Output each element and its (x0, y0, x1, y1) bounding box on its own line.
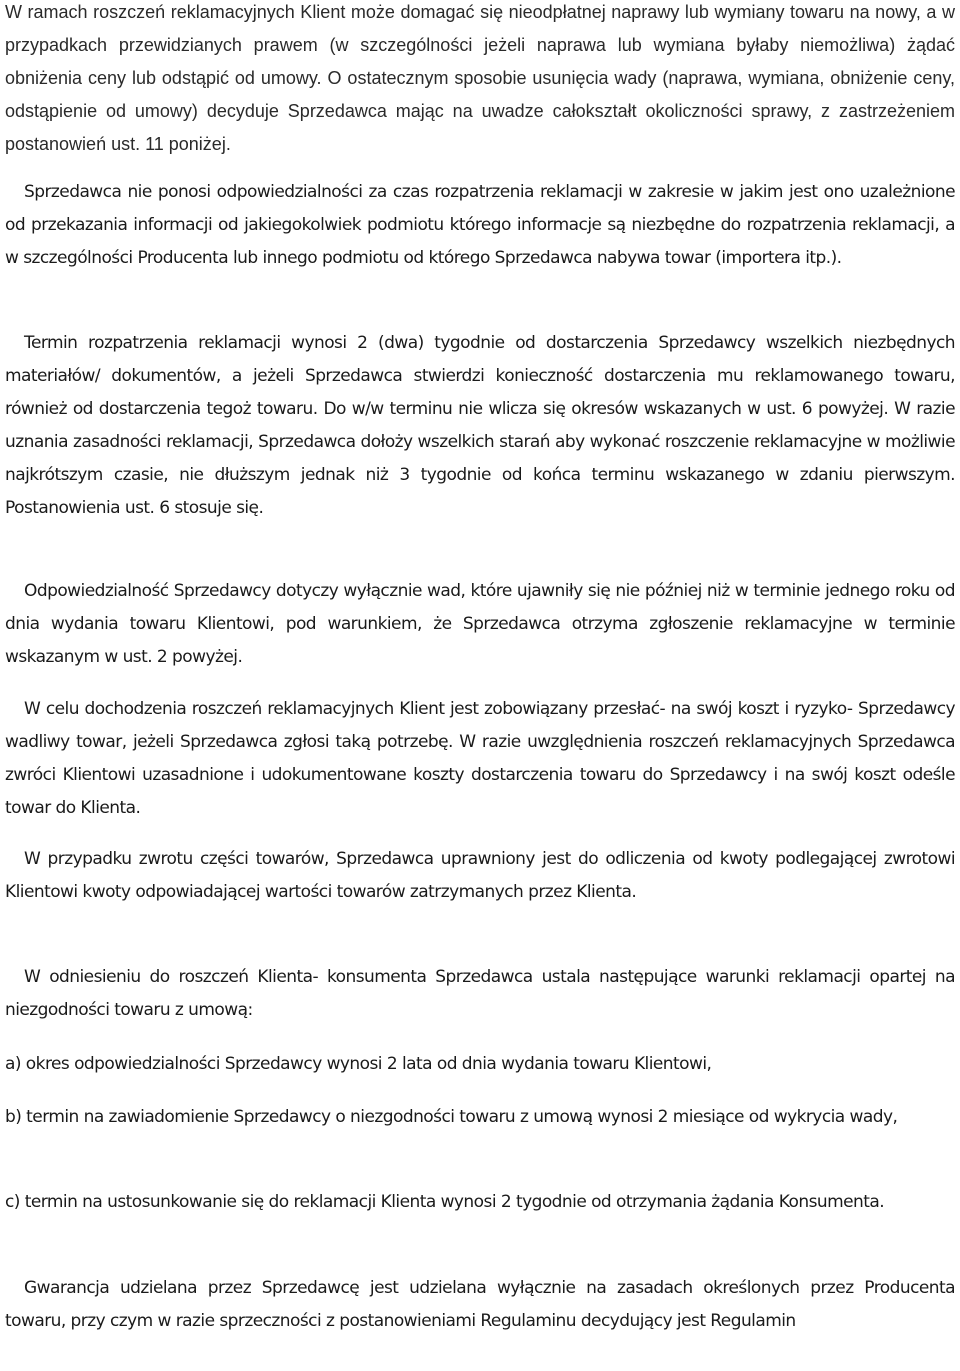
list-item-a-text: a) okres odpowiedzialności Sprzedawcy wynosi 2 lata od dnia wydania towaru Klientowi, (5, 1054, 712, 1074)
paragraph-shipping (5, 693, 955, 825)
list-item-c-text: c) termin na ustosunkowanie się do reklamacji Klienta wynosi 2 tygodnie od otrzymania żądania Konsumenta. (5, 1192, 885, 1212)
paragraph-warranty (5, 1272, 955, 1338)
paragraph-liability-scope (5, 575, 955, 674)
list-item-a (5, 1048, 955, 1081)
paragraph-consumer-conditions (5, 961, 955, 1027)
list-item-b (5, 1101, 955, 1134)
list-item-b-text: b) termin na zawiadomienie Sprzedawcy o niezgodności towaru z umową wynosi 2 miesiące od wykrycia wady, (5, 1107, 898, 1127)
paragraph-liability-scope-text: Odpowiedzialność Sprzedawcy dotyczy wyłącznie wad, które ujawniły się nie później niż w terminie jednego roku od dnia wydania towaru Klientowi, pod warunkiem, że Sprzedawca otrzyma zgłoszenie reklamacyjne w terminie wskazanym w ust. 2 powyżej. (5, 581, 955, 667)
paragraph-remedies-text: W ramach roszczeń reklamacyjnych Klient może domagać się nieodpłatnej naprawy lub wymiany towaru na nowy, a w przypadkach przewidzianych prawem (w szczególności jeżeli naprawa lub wymiana byłaby niemożliwa) żądać obniżenia ceny lub odstąpić od umowy. O ostatecznym sposobie usunięcia wady (naprawa, wymiana, obniżenie ceny, odstąpienie od umowy) decyduje Sprzedawca mając na uwadze całokształt okoliczności sprawy, z zastrzeżeniem postanowień ust. 11 poniżej. (5, 2, 955, 154)
paragraph-remedies (5, 0, 955, 161)
paragraph-complaint-term (5, 327, 955, 525)
paragraph-warranty-text: Gwarancja udzielana przez Sprzedawcę jest udzielana wyłącznie na zasadach określonych przez Producenta towaru, przy czym w razie sprzeczności z postanowieniami Regulaminu decydujący jest Regulamin (5, 1278, 955, 1331)
paragraph-liability-time (5, 176, 955, 275)
paragraph-consumer-conditions-text: W odniesieniu do roszczeń Klienta- konsumenta Sprzedawca ustala następujące warunki reklamacji opartej na niezgodności towaru z umową: (5, 967, 955, 1020)
paragraph-shipping-text: W celu dochodzenia roszczeń reklamacyjnych Klient jest zobowiązany przesłać- na swój koszt i ryzyko- Sprzedawcy wadliwy towar, jeżeli Sprzedawca zgłosi taką potrzebę. W razie uwzględnienia roszczeń reklamacyjnych Sprzedawca zwróci Klientowi uzasadnione i udokumentowane koszty dostarczenia towaru do Sprzedawcy i na swój koszt odeśle towar do Klienta. (5, 699, 955, 818)
paragraph-partial-return (5, 843, 955, 909)
paragraph-complaint-term-text: Termin rozpatrzenia reklamacji wynosi 2 (dwa) tygodnie od dostarczenia Sprzedawcy wszelkich niezbędnych materiałów/ dokumentów, a jeżeli Sprzedawca stwierdzi konieczność dostarczenia mu reklamowanego towaru, również od dostarczenia tegoż towaru. Do w/w terminu nie wlicza się okresów wskazanych w ust. 6 powyżej. W razie uznania zasadności reklamacji, Sprzedawca dołoży wszelkich starań aby wykonać roszczenie reklamacyjne w możliwie najkrótszym czasie, nie dłuższym jednak niż 3 tygodnie od końca terminu wskazanego w zdaniu pierwszym. Postanowienia ust. 6 stosuje się. (5, 333, 955, 518)
paragraph-liability-time-text: Sprzedawca nie ponosi odpowiedzialności za czas rozpatrzenia reklamacji w zakresie w jakim jest ono uzależnione od przekazania informacji od jakiegokolwiek podmiotu którego informacje są niezbędne do rozpatrzenia reklamacji, a w szczególności Producenta lub innego podmiotu od którego Sprzedawca nabywa towar (importera itp.). (5, 182, 955, 268)
paragraph-partial-return-text: W przypadku zwrotu części towarów, Sprzedawca uprawniony jest do odliczenia od kwoty podlegającej zwrotowi Klientowi kwoty odpowiadającej wartości towarów zatrzymanych przez Klienta. (5, 849, 955, 902)
list-item-c (5, 1186, 955, 1219)
